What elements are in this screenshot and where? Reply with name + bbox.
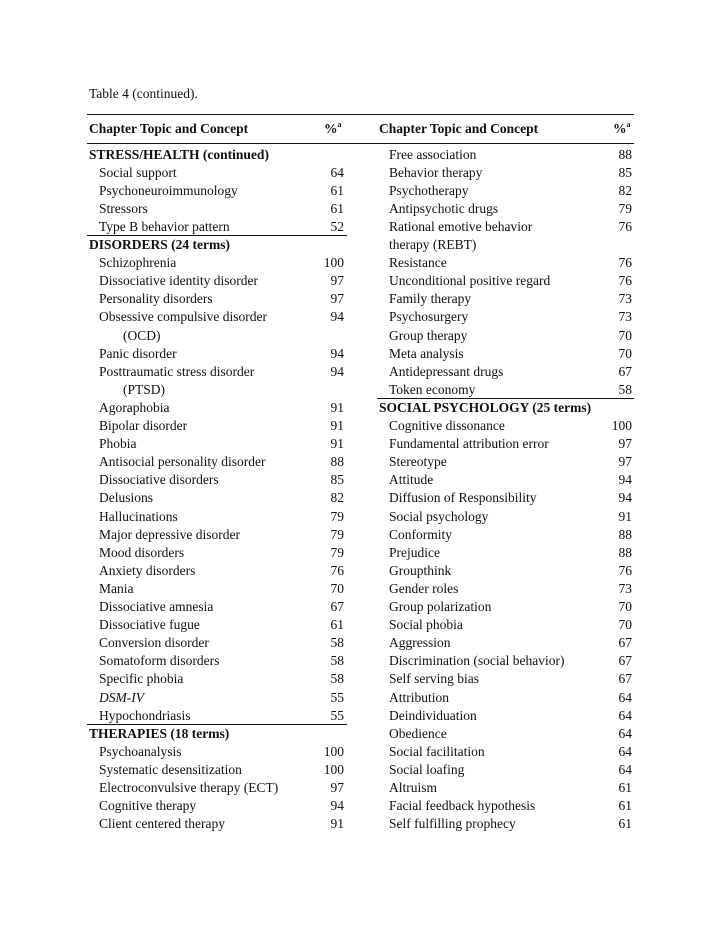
concept-name: Facial feedback hypothesis — [389, 798, 536, 814]
table-row — [379, 308, 633, 326]
concept-name: Dissociative fugue — [99, 617, 200, 633]
section-heading-row — [89, 146, 345, 164]
percent-value: 73 — [618, 580, 632, 596]
percent-value: 94 — [330, 363, 344, 379]
table-row — [379, 634, 633, 652]
table-row — [89, 164, 345, 182]
percent-value: 61 — [330, 200, 344, 216]
concept-name: Posttraumatic stress disorder — [99, 363, 255, 379]
table-row — [89, 616, 345, 634]
percent-value: 91 — [618, 508, 632, 524]
table-row — [379, 236, 633, 254]
percent-value: 73 — [618, 309, 632, 325]
concept-name: Personality disorders — [99, 291, 213, 307]
percent-value: 79 — [330, 544, 344, 560]
percent-value: 61 — [330, 617, 344, 633]
table-row — [379, 670, 633, 688]
percent-value: 64 — [618, 743, 632, 759]
table-row — [89, 272, 345, 290]
table-row — [379, 327, 633, 345]
concept-name: Schizophrenia — [99, 255, 177, 271]
table-row — [379, 761, 633, 779]
table-row — [379, 146, 633, 164]
table-row — [89, 218, 345, 236]
percent-value: 58 — [330, 653, 344, 669]
percent-value: 100 — [323, 255, 344, 271]
table-row — [379, 743, 633, 761]
percent-value: 100 — [611, 418, 632, 433]
concept-name: Fundamental attribution error — [389, 436, 549, 452]
concept-name: Antipsychotic drugs — [389, 200, 499, 216]
percent-value: 88 — [618, 544, 632, 560]
percent-value: 58 — [330, 635, 344, 651]
percent-value: 82 — [330, 490, 344, 506]
concept-name: Dissociative amnesia — [99, 599, 214, 614]
percent-value: 58 — [618, 381, 632, 397]
percent-value: 91 — [330, 399, 344, 415]
percent-value: 70 — [330, 580, 344, 596]
percent-value: 85 — [618, 164, 632, 180]
table-row — [379, 471, 633, 489]
concept-name: Mood disorders — [99, 544, 185, 560]
percent-value: 70 — [618, 327, 632, 343]
concept-name: Anxiety disorders — [99, 562, 196, 578]
percent-value: 97 — [330, 291, 344, 307]
concept-name: therapy (REBT) — [389, 237, 477, 252]
table-row — [89, 381, 345, 399]
percent-value: 64 — [618, 725, 632, 741]
concept-name: Self serving bias — [389, 671, 479, 687]
concept-name: Deindividuation — [389, 707, 477, 723]
percent-value: 85 — [330, 472, 344, 488]
section-heading: STRESS/HEALTH (continued) — [89, 146, 269, 162]
table-row — [379, 526, 633, 544]
concept-name: Social psychology — [389, 508, 489, 524]
concept-name: Electroconvulsive therapy (ECT) — [99, 780, 279, 795]
percent-value: 97 — [618, 454, 632, 470]
percent-value: 67 — [618, 635, 632, 651]
right-column-header-percent: %$^a$ — [613, 120, 631, 136]
percent-value: 97 — [330, 273, 344, 289]
table-row — [89, 308, 345, 326]
concept-name: Obsessive compulsive disorder — [99, 309, 267, 325]
table-row — [379, 725, 633, 743]
table-row — [89, 779, 345, 797]
table-row — [89, 670, 345, 688]
table-row — [379, 182, 633, 200]
table-row — [379, 200, 633, 218]
percent-value: 61 — [330, 182, 344, 198]
percent-value: 94 — [618, 472, 632, 488]
percent-value: 91 — [330, 436, 344, 452]
table-row — [89, 417, 345, 435]
percent-value: 67 — [618, 671, 632, 687]
concept-name: Gender roles — [389, 580, 459, 596]
percent-value: 64 — [330, 164, 344, 180]
percent-value: 64 — [618, 689, 632, 705]
table-row — [89, 707, 345, 725]
table-row — [89, 345, 345, 363]
table-row — [379, 616, 633, 634]
concept-name: Social loafing — [389, 761, 465, 777]
percent-value: 58 — [330, 671, 344, 687]
percent-value: 88 — [618, 526, 632, 542]
concept-name: Stereotype — [389, 454, 447, 470]
percent-value: 64 — [618, 761, 632, 777]
percent-value: 55 — [330, 689, 344, 705]
concept-name: Stressors — [99, 200, 148, 216]
table-row — [89, 182, 345, 200]
percent-value: 79 — [330, 526, 344, 542]
table-row — [89, 562, 345, 580]
table-row — [379, 779, 633, 797]
left-column-header-percent: %$^a$ — [324, 120, 342, 136]
table-row — [379, 218, 633, 236]
concept-name: Hallucinations — [99, 508, 178, 524]
table-row — [89, 815, 345, 833]
percent-value: 97 — [618, 436, 632, 452]
percent-value: 73 — [618, 291, 632, 307]
section-heading: THERAPIES (18 terms) — [89, 725, 230, 741]
concept-name: Bipolar disorder — [99, 418, 188, 433]
concept-name: Conversion disorder — [99, 635, 209, 651]
concept-name: Conformity — [389, 526, 452, 542]
table-row — [379, 363, 633, 381]
percent-value: 76 — [330, 562, 344, 578]
percent-value: 70 — [618, 617, 632, 633]
percent-value: 76 — [618, 255, 632, 271]
table-row — [89, 363, 345, 381]
table-row — [379, 254, 633, 272]
table-row — [379, 417, 633, 435]
concept-name: Discrimination (social behavior) — [389, 653, 565, 669]
concept-name: Rational emotive behavior — [389, 218, 533, 234]
concept-name: Panic disorder — [99, 345, 177, 361]
right-column-header-topic: Chapter Topic and Concept — [379, 121, 539, 136]
table-row — [89, 508, 345, 526]
table-row — [89, 652, 345, 670]
concept-name: Type B behavior pattern — [99, 218, 230, 234]
percent-value: 67 — [618, 363, 632, 379]
section-heading-row — [89, 725, 345, 743]
table-caption: Table 4 (continued). — [89, 86, 198, 101]
concept-name: Cognitive dissonance — [389, 418, 505, 433]
concept-name: (OCD) — [123, 327, 161, 343]
concept-name: Behavior therapy — [389, 164, 483, 180]
concept-name: Delusions — [99, 490, 153, 506]
table-row — [89, 200, 345, 218]
concept-name: Attitude — [389, 472, 434, 488]
percent-value: 88 — [330, 454, 344, 470]
concept-name: Social support — [99, 164, 177, 180]
concept-name: Unconditional positive regard — [389, 273, 551, 289]
percent-value: 94 — [330, 345, 344, 361]
percent-value: 61 — [618, 816, 632, 832]
percent-value: 97 — [330, 780, 344, 795]
table-top-rule — [87, 114, 634, 115]
concept-name: Client centered therapy — [99, 816, 225, 832]
section-heading-row — [89, 236, 345, 254]
concept-name: Obedience — [389, 725, 447, 741]
table-row — [89, 399, 345, 417]
percent-value: 94 — [618, 490, 632, 506]
concept-name: Psychosurgery — [389, 309, 469, 325]
table-row — [89, 743, 345, 761]
table-row — [379, 489, 633, 507]
concept-name: Psychoanalysis — [99, 743, 182, 759]
table-row — [89, 471, 345, 489]
table-row — [379, 797, 633, 815]
table-row — [379, 453, 633, 471]
section-heading: DISORDERS (24 terms) — [89, 237, 230, 252]
table-row — [89, 327, 345, 345]
concept-name: Self fulfilling prophecy — [389, 816, 516, 832]
percent-value: 61 — [618, 798, 632, 814]
percent-value: 70 — [618, 345, 632, 361]
concept-name: Antidepressant drugs — [389, 363, 504, 379]
percent-value: 88 — [618, 146, 632, 162]
concept-name: Resistance — [389, 255, 447, 271]
table-row — [89, 634, 345, 652]
concept-name: Phobia — [99, 436, 137, 452]
table-row — [379, 544, 633, 562]
table-row — [89, 453, 345, 471]
concept-name: Dissociative identity disorder — [99, 273, 258, 289]
concept-name: (PTSD) — [123, 381, 166, 397]
percent-value: 94 — [330, 798, 344, 814]
table-row — [379, 381, 633, 399]
left-column-header-topic: Chapter Topic and Concept — [89, 121, 249, 136]
concept-name: Mania — [99, 580, 134, 596]
table-row — [379, 707, 633, 725]
concept-name: Agoraphobia — [99, 399, 170, 415]
concept-name: Groupthink — [389, 562, 452, 578]
concept-name: Somatoform disorders — [99, 653, 220, 669]
table-row — [379, 435, 633, 453]
concept-name: Token economy — [389, 381, 476, 397]
concept-name: Psychoneuroimmunology — [99, 182, 238, 198]
concept-name: Major depressive disorder — [99, 526, 240, 542]
percent-value: 94 — [330, 309, 344, 325]
percent-value: 64 — [618, 707, 632, 723]
table-row — [89, 598, 345, 616]
concept-name: Hypochondriasis — [99, 707, 191, 723]
percent-value: 76 — [618, 562, 632, 578]
concept-name: Specific phobia — [99, 671, 184, 687]
table-row — [89, 689, 345, 707]
percent-value: 52 — [330, 218, 344, 234]
table-row — [89, 254, 345, 272]
percent-value: 79 — [618, 200, 632, 216]
table-row — [379, 598, 633, 616]
table-row — [89, 290, 345, 308]
percent-value: 61 — [618, 780, 632, 795]
concept-name: Aggression — [389, 635, 451, 651]
percent-value: 76 — [618, 273, 632, 289]
concept-name: Diffusion of Responsibility — [389, 490, 537, 506]
concept-name: Attribution — [389, 689, 449, 705]
table-row — [379, 652, 633, 670]
header-bottom-rule — [87, 143, 634, 144]
table-row — [379, 290, 633, 308]
percent-value: 55 — [330, 707, 344, 723]
table-row — [89, 526, 345, 544]
concept-name: DSM-IV — [99, 689, 144, 705]
table-row — [89, 435, 345, 453]
concept-name: Altruism — [389, 780, 438, 795]
percent-value: 76 — [618, 218, 632, 234]
table-row — [379, 164, 633, 182]
percent-value: 100 — [323, 743, 344, 759]
table-row — [379, 580, 633, 598]
concept-name: Dissociative disorders — [99, 472, 219, 488]
concept-name: Group therapy — [389, 327, 468, 343]
table-row — [379, 345, 633, 363]
table-row — [89, 544, 345, 562]
concept-name: Prejudice — [389, 544, 440, 560]
table-row — [89, 489, 345, 507]
percent-value: 67 — [330, 599, 344, 614]
percent-value: 91 — [330, 816, 344, 832]
concept-name: Social phobia — [389, 617, 463, 633]
percent-value: 91 — [330, 418, 344, 433]
table-row — [379, 508, 633, 526]
table-row — [379, 272, 633, 290]
table-row — [89, 580, 345, 598]
concept-name: Psychotherapy — [389, 182, 469, 198]
concept-name: Family therapy — [389, 291, 472, 307]
table-row — [379, 815, 633, 833]
concept-name: Antisocial personality disorder — [99, 454, 266, 470]
concept-name: Meta analysis — [389, 345, 464, 361]
percent-value: 79 — [330, 508, 344, 524]
percent-value: 82 — [618, 182, 632, 198]
concept-name: Social facilitation — [389, 743, 485, 759]
percent-value: 100 — [323, 761, 344, 777]
concept-name: Group polarization — [389, 599, 492, 614]
concept-name: Free association — [389, 146, 477, 162]
table-row — [89, 761, 345, 779]
table-row — [379, 689, 633, 707]
section-heading: SOCIAL PSYCHOLOGY (25 terms) — [379, 399, 592, 415]
table-row — [89, 797, 345, 815]
percent-value: 67 — [618, 653, 632, 669]
section-heading-row — [379, 399, 633, 417]
concept-name: Cognitive therapy — [99, 798, 197, 814]
percent-value: 70 — [618, 599, 632, 614]
table-row — [379, 562, 633, 580]
concept-name: Systematic desensitization — [99, 761, 242, 777]
